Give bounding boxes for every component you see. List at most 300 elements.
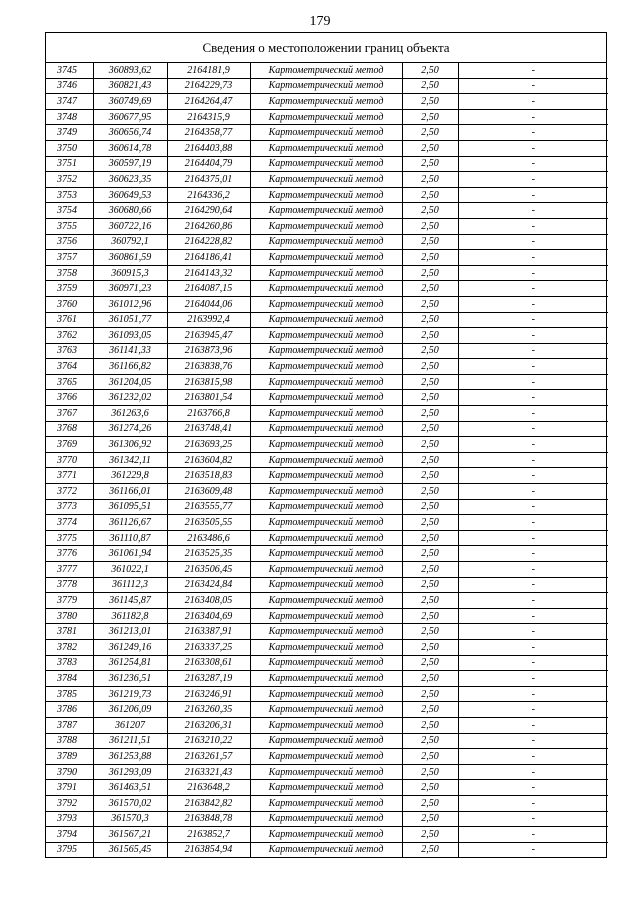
- method-cell: Картометрический метод: [250, 562, 402, 578]
- x-coordinate-cell: 361211,51: [93, 733, 167, 749]
- table-row: [46, 499, 608, 515]
- method-cell: Картометрический метод: [250, 655, 402, 671]
- x-coordinate-cell: 361463,51: [93, 780, 167, 796]
- description-cell: -: [458, 733, 608, 749]
- accuracy-cell: 2,50: [402, 390, 458, 406]
- method-cell: Картометрический метод: [250, 577, 402, 593]
- y-coordinate-cell: 2164228,82: [167, 234, 250, 250]
- x-coordinate-cell: 361570,02: [93, 795, 167, 811]
- table-row: [46, 733, 608, 749]
- y-coordinate-cell: 2163486,6: [167, 530, 250, 546]
- description-cell: -: [458, 811, 608, 827]
- y-coordinate-cell: 2163766,8: [167, 406, 250, 422]
- method-cell: Картометрический метод: [250, 608, 402, 624]
- boundary-table-frame: [45, 32, 607, 858]
- description-cell: -: [458, 795, 608, 811]
- table-row: [46, 484, 608, 500]
- y-coordinate-cell: 2163648,2: [167, 780, 250, 796]
- method-cell: Картометрический метод: [250, 452, 402, 468]
- accuracy-cell: 2,50: [402, 156, 458, 172]
- accuracy-cell: 2,50: [402, 749, 458, 765]
- table-row: [46, 764, 608, 780]
- accuracy-cell: 2,50: [402, 608, 458, 624]
- accuracy-cell: 2,50: [402, 546, 458, 562]
- point-number-cell: 3760: [46, 296, 93, 312]
- y-coordinate-cell: 2163246,91: [167, 686, 250, 702]
- method-cell: Картометрический метод: [250, 686, 402, 702]
- y-coordinate-cell: 2163261,57: [167, 749, 250, 765]
- point-number-cell: 3747: [46, 94, 93, 110]
- table-row: [46, 749, 608, 765]
- description-cell: -: [458, 343, 608, 359]
- method-cell: Картометрический метод: [250, 94, 402, 110]
- accuracy-cell: 2,50: [402, 343, 458, 359]
- description-cell: -: [458, 281, 608, 297]
- accuracy-cell: 2,50: [402, 530, 458, 546]
- y-coordinate-cell: 2164186,41: [167, 250, 250, 266]
- accuracy-cell: 2,50: [402, 406, 458, 422]
- y-coordinate-cell: 2163838,76: [167, 359, 250, 375]
- point-number-cell: 3759: [46, 281, 93, 297]
- y-coordinate-cell: 2164181,9: [167, 63, 250, 78]
- x-coordinate-cell: 361061,94: [93, 546, 167, 562]
- y-coordinate-cell: 2164404,79: [167, 156, 250, 172]
- method-cell: Картометрический метод: [250, 717, 402, 733]
- x-coordinate-cell: 360749,69: [93, 94, 167, 110]
- point-number-cell: 3764: [46, 359, 93, 375]
- point-number-cell: 3769: [46, 437, 93, 453]
- accuracy-cell: 2,50: [402, 702, 458, 718]
- point-number-cell: 3778: [46, 577, 93, 593]
- description-cell: -: [458, 546, 608, 562]
- table-row: [46, 717, 608, 733]
- x-coordinate-cell: 361342,11: [93, 452, 167, 468]
- y-coordinate-cell: 2163287,19: [167, 671, 250, 687]
- y-coordinate-cell: 2164403,88: [167, 140, 250, 156]
- x-coordinate-cell: 360792,1: [93, 234, 167, 250]
- table-row: [46, 156, 608, 172]
- table-row: [46, 827, 608, 843]
- x-coordinate-cell: 360971,23: [93, 281, 167, 297]
- method-cell: Картометрический метод: [250, 296, 402, 312]
- y-coordinate-cell: 2164264,47: [167, 94, 250, 110]
- description-cell: -: [458, 187, 608, 203]
- description-cell: -: [458, 328, 608, 344]
- y-coordinate-cell: 2163842,82: [167, 795, 250, 811]
- point-number-cell: 3771: [46, 468, 93, 484]
- table-row: [46, 94, 608, 110]
- x-coordinate-cell: 361236,51: [93, 671, 167, 687]
- table-row: [46, 187, 608, 203]
- accuracy-cell: 2,50: [402, 218, 458, 234]
- x-coordinate-cell: 360614,78: [93, 140, 167, 156]
- point-number-cell: 3768: [46, 421, 93, 437]
- method-cell: Картометрический метод: [250, 546, 402, 562]
- accuracy-cell: 2,50: [402, 125, 458, 141]
- method-cell: Картометрический метод: [250, 328, 402, 344]
- table-row: [46, 795, 608, 811]
- table-row: [46, 515, 608, 531]
- method-cell: Картометрический метод: [250, 203, 402, 219]
- description-cell: -: [458, 218, 608, 234]
- accuracy-cell: 2,50: [402, 296, 458, 312]
- y-coordinate-cell: 2163210,22: [167, 733, 250, 749]
- x-coordinate-cell: 361022,1: [93, 562, 167, 578]
- y-coordinate-cell: 2163321,43: [167, 764, 250, 780]
- method-cell: Картометрический метод: [250, 172, 402, 188]
- x-coordinate-cell: 361207: [93, 717, 167, 733]
- table-row: [46, 140, 608, 156]
- method-cell: Картометрический метод: [250, 515, 402, 531]
- table-row: [46, 172, 608, 188]
- point-number-cell: 3784: [46, 671, 93, 687]
- y-coordinate-cell: 2163604,82: [167, 452, 250, 468]
- accuracy-cell: 2,50: [402, 842, 458, 857]
- method-cell: Картометрический метод: [250, 374, 402, 390]
- description-cell: -: [458, 624, 608, 640]
- description-cell: -: [458, 452, 608, 468]
- x-coordinate-cell: 360821,43: [93, 78, 167, 94]
- table-row: [46, 312, 608, 328]
- description-cell: -: [458, 702, 608, 718]
- method-cell: Картометрический метод: [250, 125, 402, 141]
- point-number-cell: 3791: [46, 780, 93, 796]
- x-coordinate-cell: 361263,6: [93, 406, 167, 422]
- description-cell: -: [458, 140, 608, 156]
- description-cell: -: [458, 577, 608, 593]
- x-coordinate-cell: 360623,35: [93, 172, 167, 188]
- y-coordinate-cell: 2164375,01: [167, 172, 250, 188]
- x-coordinate-cell: 361206,09: [93, 702, 167, 718]
- description-cell: -: [458, 827, 608, 843]
- method-cell: Картометрический метод: [250, 624, 402, 640]
- point-number-cell: 3781: [46, 624, 93, 640]
- y-coordinate-cell: 2164336,2: [167, 187, 250, 203]
- description-cell: -: [458, 374, 608, 390]
- accuracy-cell: 2,50: [402, 795, 458, 811]
- point-number-cell: 3752: [46, 172, 93, 188]
- accuracy-cell: 2,50: [402, 359, 458, 375]
- accuracy-cell: 2,50: [402, 733, 458, 749]
- y-coordinate-cell: 2163404,69: [167, 608, 250, 624]
- method-cell: Картометрический метод: [250, 406, 402, 422]
- point-number-cell: 3773: [46, 499, 93, 515]
- method-cell: Картометрический метод: [250, 359, 402, 375]
- y-coordinate-cell: 2163525,35: [167, 546, 250, 562]
- method-cell: Картометрический метод: [250, 63, 402, 78]
- x-coordinate-cell: 361166,01: [93, 484, 167, 500]
- y-coordinate-cell: 2163815,98: [167, 374, 250, 390]
- y-coordinate-cell: 2164315,9: [167, 109, 250, 125]
- table-row: [46, 546, 608, 562]
- y-coordinate-cell: 2164143,32: [167, 265, 250, 281]
- method-cell: Картометрический метод: [250, 390, 402, 406]
- description-cell: -: [458, 109, 608, 125]
- accuracy-cell: 2,50: [402, 624, 458, 640]
- y-coordinate-cell: 2163555,77: [167, 499, 250, 515]
- point-number-cell: 3754: [46, 203, 93, 219]
- y-coordinate-cell: 2163801,54: [167, 390, 250, 406]
- accuracy-cell: 2,50: [402, 452, 458, 468]
- accuracy-cell: 2,50: [402, 250, 458, 266]
- x-coordinate-cell: 361249,16: [93, 639, 167, 655]
- page-number: 179: [309, 14, 331, 29]
- table-row: [46, 203, 608, 219]
- method-cell: Картометрический метод: [250, 312, 402, 328]
- table-row: [46, 234, 608, 250]
- y-coordinate-cell: 2163408,05: [167, 593, 250, 609]
- accuracy-cell: 2,50: [402, 780, 458, 796]
- accuracy-cell: 2,50: [402, 655, 458, 671]
- method-cell: Картометрический метод: [250, 250, 402, 266]
- y-coordinate-cell: 2163506,45: [167, 562, 250, 578]
- table-row: [46, 437, 608, 453]
- y-coordinate-cell: 2163693,25: [167, 437, 250, 453]
- table-row: [46, 125, 608, 141]
- table-row: [46, 109, 608, 125]
- method-cell: Картометрический метод: [250, 639, 402, 655]
- table-row: [46, 639, 608, 655]
- description-cell: -: [458, 608, 608, 624]
- accuracy-cell: 2,50: [402, 468, 458, 484]
- x-coordinate-cell: 361219,73: [93, 686, 167, 702]
- table-row: [46, 593, 608, 609]
- description-cell: -: [458, 125, 608, 141]
- table-row: [46, 328, 608, 344]
- point-number-cell: 3751: [46, 156, 93, 172]
- description-cell: -: [458, 203, 608, 219]
- method-cell: Картометрический метод: [250, 78, 402, 94]
- x-coordinate-cell: 360861,59: [93, 250, 167, 266]
- accuracy-cell: 2,50: [402, 374, 458, 390]
- x-coordinate-cell: 361093,05: [93, 328, 167, 344]
- description-cell: -: [458, 842, 608, 857]
- table-row: [46, 250, 608, 266]
- point-number-cell: 3793: [46, 811, 93, 827]
- point-number-cell: 3763: [46, 343, 93, 359]
- y-coordinate-cell: 2163206,31: [167, 717, 250, 733]
- table-row: [46, 608, 608, 624]
- point-number-cell: 3787: [46, 717, 93, 733]
- point-number-cell: 3762: [46, 328, 93, 344]
- point-number-cell: 3772: [46, 484, 93, 500]
- point-number-cell: 3770: [46, 452, 93, 468]
- table-row: [46, 468, 608, 484]
- accuracy-cell: 2,50: [402, 562, 458, 578]
- point-number-cell: 3753: [46, 187, 93, 203]
- y-coordinate-cell: 2163308,61: [167, 655, 250, 671]
- coordinates-table: [46, 63, 608, 857]
- table-row: [46, 390, 608, 406]
- method-cell: Картометрический метод: [250, 187, 402, 203]
- accuracy-cell: 2,50: [402, 686, 458, 702]
- table-row: [46, 811, 608, 827]
- method-cell: Картометрический метод: [250, 530, 402, 546]
- description-cell: -: [458, 94, 608, 110]
- description-cell: -: [458, 156, 608, 172]
- point-number-cell: 3789: [46, 749, 93, 765]
- y-coordinate-cell: 2164087,15: [167, 281, 250, 297]
- method-cell: Картометрический метод: [250, 749, 402, 765]
- accuracy-cell: 2,50: [402, 312, 458, 328]
- x-coordinate-cell: 361012,96: [93, 296, 167, 312]
- x-coordinate-cell: 361293,09: [93, 764, 167, 780]
- description-cell: -: [458, 172, 608, 188]
- y-coordinate-cell: 2164229,73: [167, 78, 250, 94]
- table-row: [46, 655, 608, 671]
- method-cell: Картометрический метод: [250, 842, 402, 857]
- point-number-cell: 3761: [46, 312, 93, 328]
- table-title: Сведения о местоположении границ объекта: [46, 33, 606, 63]
- x-coordinate-cell: 361204,05: [93, 374, 167, 390]
- accuracy-cell: 2,50: [402, 78, 458, 94]
- x-coordinate-cell: 361232,02: [93, 390, 167, 406]
- method-cell: Картометрический метод: [250, 780, 402, 796]
- table-row: [46, 577, 608, 593]
- y-coordinate-cell: 2163424,84: [167, 577, 250, 593]
- description-cell: -: [458, 63, 608, 78]
- point-number-cell: 3795: [46, 842, 93, 857]
- accuracy-cell: 2,50: [402, 499, 458, 515]
- x-coordinate-cell: 361213,01: [93, 624, 167, 640]
- y-coordinate-cell: 2163852,7: [167, 827, 250, 843]
- x-coordinate-cell: 361095,51: [93, 499, 167, 515]
- method-cell: Картометрический метод: [250, 343, 402, 359]
- x-coordinate-cell: 361567,21: [93, 827, 167, 843]
- x-coordinate-cell: 361166,82: [93, 359, 167, 375]
- table-row: [46, 78, 608, 94]
- y-coordinate-cell: 2164290,64: [167, 203, 250, 219]
- point-number-cell: 3748: [46, 109, 93, 125]
- method-cell: Картометрический метод: [250, 140, 402, 156]
- table-row: [46, 452, 608, 468]
- point-number-cell: 3758: [46, 265, 93, 281]
- description-cell: -: [458, 764, 608, 780]
- description-cell: -: [458, 639, 608, 655]
- accuracy-cell: 2,50: [402, 827, 458, 843]
- accuracy-cell: 2,50: [402, 63, 458, 78]
- accuracy-cell: 2,50: [402, 265, 458, 281]
- x-coordinate-cell: 361253,88: [93, 749, 167, 765]
- method-cell: Картометрический метод: [250, 234, 402, 250]
- point-number-cell: 3790: [46, 764, 93, 780]
- description-cell: -: [458, 749, 608, 765]
- method-cell: Картометрический метод: [250, 281, 402, 297]
- description-cell: -: [458, 390, 608, 406]
- x-coordinate-cell: 361306,92: [93, 437, 167, 453]
- description-cell: -: [458, 234, 608, 250]
- description-cell: -: [458, 437, 608, 453]
- x-coordinate-cell: 360680,66: [93, 203, 167, 219]
- point-number-cell: 3794: [46, 827, 93, 843]
- table-row: [46, 281, 608, 297]
- x-coordinate-cell: 361565,45: [93, 842, 167, 857]
- point-number-cell: 3767: [46, 406, 93, 422]
- y-coordinate-cell: 2164260,86: [167, 218, 250, 234]
- x-coordinate-cell: 360649,53: [93, 187, 167, 203]
- description-cell: -: [458, 717, 608, 733]
- table-row: [46, 702, 608, 718]
- x-coordinate-cell: 361112,3: [93, 577, 167, 593]
- method-cell: Картометрический метод: [250, 733, 402, 749]
- table-row: [46, 406, 608, 422]
- method-cell: Картометрический метод: [250, 437, 402, 453]
- y-coordinate-cell: 2163945,47: [167, 328, 250, 344]
- accuracy-cell: 2,50: [402, 172, 458, 188]
- description-cell: -: [458, 296, 608, 312]
- y-coordinate-cell: 2163854,94: [167, 842, 250, 857]
- point-number-cell: 3783: [46, 655, 93, 671]
- x-coordinate-cell: 361274,26: [93, 421, 167, 437]
- accuracy-cell: 2,50: [402, 94, 458, 110]
- method-cell: Картометрический метод: [250, 499, 402, 515]
- y-coordinate-cell: 2163387,91: [167, 624, 250, 640]
- accuracy-cell: 2,50: [402, 639, 458, 655]
- description-cell: -: [458, 78, 608, 94]
- point-number-cell: 3782: [46, 639, 93, 655]
- x-coordinate-cell: 361145,87: [93, 593, 167, 609]
- table-row: [46, 265, 608, 281]
- accuracy-cell: 2,50: [402, 593, 458, 609]
- y-coordinate-cell: 2163505,55: [167, 515, 250, 531]
- method-cell: Картометрический метод: [250, 827, 402, 843]
- method-cell: Картометрический метод: [250, 811, 402, 827]
- accuracy-cell: 2,50: [402, 764, 458, 780]
- accuracy-cell: 2,50: [402, 577, 458, 593]
- table-row: [46, 63, 608, 78]
- y-coordinate-cell: 2163992,4: [167, 312, 250, 328]
- table-row: [46, 780, 608, 796]
- accuracy-cell: 2,50: [402, 717, 458, 733]
- table-row: [46, 296, 608, 312]
- description-cell: -: [458, 406, 608, 422]
- method-cell: Картометрический метод: [250, 468, 402, 484]
- accuracy-cell: 2,50: [402, 811, 458, 827]
- method-cell: Картометрический метод: [250, 218, 402, 234]
- table-row: [46, 624, 608, 640]
- point-number-cell: 3775: [46, 530, 93, 546]
- accuracy-cell: 2,50: [402, 671, 458, 687]
- table-row: [46, 562, 608, 578]
- accuracy-cell: 2,50: [402, 281, 458, 297]
- description-cell: -: [458, 421, 608, 437]
- method-cell: Картометрический метод: [250, 484, 402, 500]
- x-coordinate-cell: 361182,8: [93, 608, 167, 624]
- x-coordinate-cell: 361141,33: [93, 343, 167, 359]
- point-number-cell: 3746: [46, 78, 93, 94]
- description-cell: -: [458, 499, 608, 515]
- description-cell: -: [458, 686, 608, 702]
- point-number-cell: 3745: [46, 63, 93, 78]
- accuracy-cell: 2,50: [402, 234, 458, 250]
- accuracy-cell: 2,50: [402, 140, 458, 156]
- x-coordinate-cell: 361570,3: [93, 811, 167, 827]
- y-coordinate-cell: 2163518,83: [167, 468, 250, 484]
- point-number-cell: 3786: [46, 702, 93, 718]
- description-cell: -: [458, 562, 608, 578]
- description-cell: -: [458, 468, 608, 484]
- point-number-cell: 3780: [46, 608, 93, 624]
- x-coordinate-cell: 361110,87: [93, 530, 167, 546]
- x-coordinate-cell: 360915,3: [93, 265, 167, 281]
- y-coordinate-cell: 2163609,48: [167, 484, 250, 500]
- point-number-cell: 3774: [46, 515, 93, 531]
- description-cell: -: [458, 265, 608, 281]
- point-number-cell: 3779: [46, 593, 93, 609]
- x-coordinate-cell: 360656,74: [93, 125, 167, 141]
- x-coordinate-cell: 360677,95: [93, 109, 167, 125]
- y-coordinate-cell: 2164044,06: [167, 296, 250, 312]
